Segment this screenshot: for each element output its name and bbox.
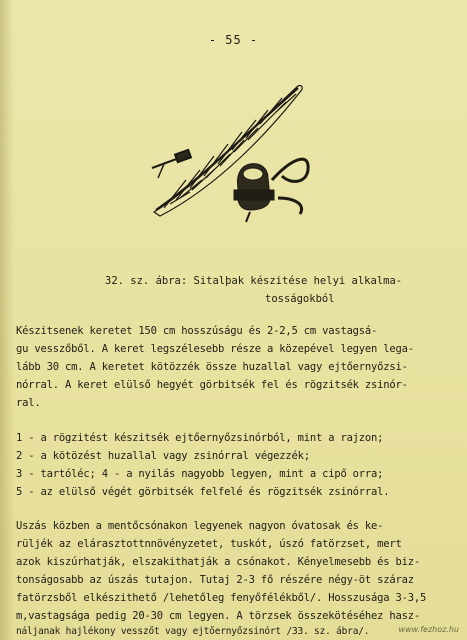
paragraph2-line: Uszás közben a mentőcsónakon legyenek nagyon óvatosak és ke- <box>16 520 384 532</box>
paragraph1-line: gu vesszőből. A keret legszélesebb része a közepével legyen lega- <box>16 343 414 355</box>
figure-caption <box>105 272 435 308</box>
paragraph2-line: náljanak hajlékony vesszőt vagy ejtőernyőzsinórt /33. sz. ábra/. <box>16 626 370 637</box>
list-item: 2 - a kötözést huzallal vagy zsinórral végezzék; <box>16 450 310 462</box>
paragraph2-line: rüljék az elárasztottnnövényzetet, tuskót, úszó fatörzset, mert <box>16 538 402 550</box>
paragraph2-line: tonságosabb az úszás tutajon. Tutaj 2-3 fő részére négy-öt száraz <box>16 574 414 586</box>
list-item: 5 - az elülső végét görbitsék felfelé és rögzitsék zsinórral. <box>16 486 390 498</box>
paragraph1-line: Készitsenek keretet 150 cm hosszúságu és 2-2,5 cm vastagsá- <box>16 325 378 337</box>
caption-line-2: tosságokból <box>265 293 335 305</box>
paragraph1-line: nórral. A keret elülső hegyét görbitsék fel és rögzitsék zsinór- <box>16 379 408 391</box>
caption-line-1: 32. sz. ábra: Sitalþak készitése helyi alkalma- <box>105 275 403 287</box>
watermark: www.fezhoz.hu <box>398 625 459 634</box>
paragraph1-line: ral. <box>16 397 41 409</box>
paragraph2-line: m,vastagsága pedig 20-30 cm legyen. A törzsek összekötéséhez hasz- <box>16 610 421 622</box>
paragraph1-line: lább 30 cm. A keretet kötözzék össze huzallal vagy ejtőernyőzsi- <box>16 361 408 373</box>
paragraph2-line: azok kiszúrhatják, elszakithatják a csónakot. Kényelmesebb és biz- <box>16 556 421 568</box>
list-item: 3 - tartóléc; 4 - a nyilás nagyobb legyen, mint a cipő orra; <box>16 468 384 480</box>
page-number: - 55 - <box>208 33 259 47</box>
list-item: 1 - a rögzitést készitsék ejtőernyőzsinórból, mint a rajzon; <box>16 432 384 444</box>
paragraph2-line: fatörzsből elkészithető /lehetőleg fenyőfélékből/. Hosszusága 3-3,5 <box>16 592 427 604</box>
snowshoe-illustration <box>150 80 320 225</box>
page-edge-shadow <box>0 0 14 640</box>
